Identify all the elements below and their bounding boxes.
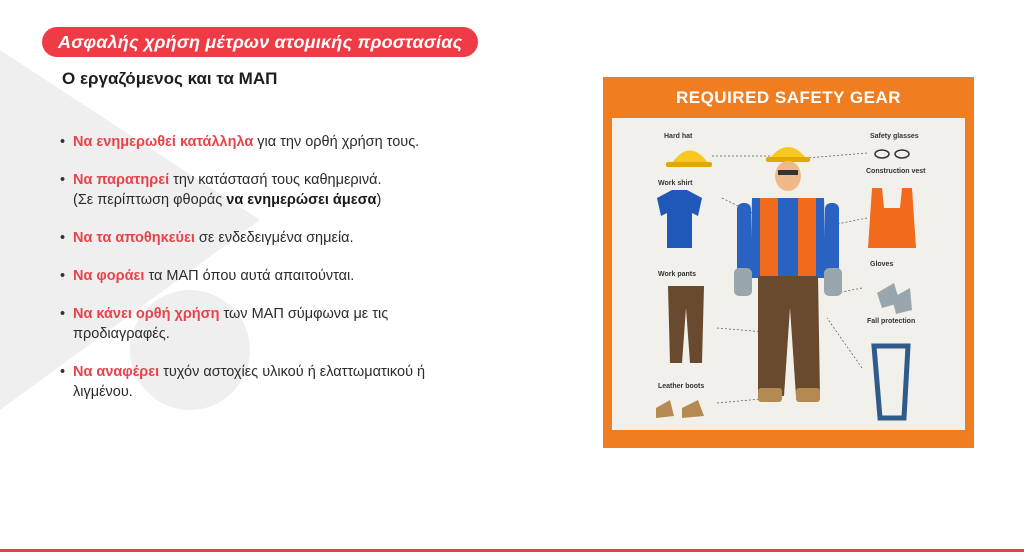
- bullet-item: [60, 362, 460, 402]
- bullet-highlight: Να κάνει ορθή χρήση: [73, 306, 220, 322]
- bullet-text: (Σε περίπτωση φθοράς: [73, 192, 227, 208]
- bullet-text: σε ενδεδειγμένα σημεία.: [194, 230, 354, 246]
- bullet-text: τα ΜΑΠ όπου αυτά απαιτούνται.: [144, 268, 355, 284]
- label-gloves: Gloves: [870, 261, 894, 268]
- bullet-highlight: Να φοράει: [73, 268, 145, 284]
- label-hard-hat: Hard hat: [664, 133, 693, 140]
- poster-title: REQUIRED SAFETY GEAR: [675, 88, 902, 107]
- bullet-text: την κατάστασή τους καθημερινά.: [169, 172, 382, 188]
- page-title: Ασφαλής χρήση μέτρων ατομικής προστασίας: [42, 27, 478, 57]
- label-construction-vest: Construction vest: [866, 168, 926, 175]
- poster-canvas: [612, 118, 965, 439]
- bullet-item: [60, 304, 460, 344]
- label-work-shirt: Work shirt: [658, 180, 693, 187]
- label-safety-glasses: Safety glasses: [870, 133, 919, 140]
- bullet-text: ): [376, 192, 382, 208]
- bullet-bold-text: να ενημερώσει άμεσα: [226, 192, 377, 208]
- bullet-item: [60, 266, 460, 286]
- safety-gear-poster: [603, 77, 974, 448]
- bullet-text: για την ορθή χρήση τους.: [253, 134, 420, 150]
- bullet-item: [60, 132, 460, 152]
- bullet-highlight: Να τα αποθηκεύει: [73, 230, 195, 246]
- bullet-text: των ΜΑΠ σύμφωνα με τις προδιαγραφές.: [73, 306, 389, 342]
- poster-bottom-band: [612, 430, 965, 439]
- bullet-list: [60, 132, 460, 420]
- bullet-text: τυχόν αστοχίες υλικού ή ελαττωματικού ή λιγμένου.: [73, 364, 426, 400]
- bullet-highlight: Να ενημερωθεί κατάλληλα: [73, 134, 254, 150]
- bullet-item: [60, 170, 460, 210]
- section-subtitle: Ο εργαζόμενος και τα ΜΑΠ: [62, 69, 278, 88]
- bullet-highlight: Να αναφέρει: [73, 364, 160, 380]
- bullet-highlight: Να παρατηρεί: [73, 172, 170, 188]
- label-leather-boots: Leather boots: [658, 383, 705, 390]
- label-fall-protection: Fall protection: [867, 318, 916, 325]
- worker-illustration: [612, 118, 965, 439]
- bullet-item: [60, 228, 460, 248]
- label-work-pants: Work pants: [658, 271, 696, 278]
